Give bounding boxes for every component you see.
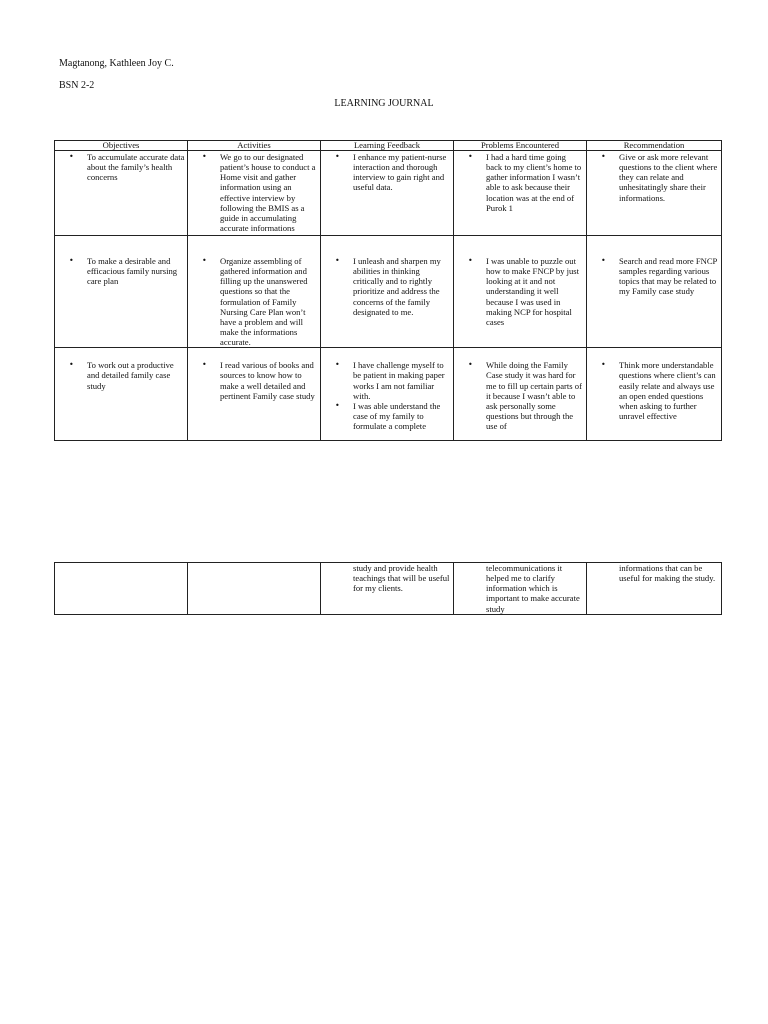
table-row	[55, 151, 722, 236]
list-item: • Search and read more FNCP samples regarding various topics that may be related to my Family case study	[619, 256, 721, 297]
objective-cell	[55, 151, 188, 236]
objective-cell	[55, 236, 188, 348]
table-header-row	[55, 141, 722, 151]
list-item: • I read various of books and sources to know how to make a well detailed and pertinent Family case study	[220, 360, 320, 401]
page-title: LEARNING JOURNAL	[334, 98, 434, 109]
recommendation-cell	[587, 151, 722, 236]
recommendation-cell	[587, 236, 722, 348]
activity-cell	[188, 348, 321, 441]
feedback-cell	[321, 563, 454, 615]
recommendation-cell	[587, 563, 722, 615]
objective-cell	[55, 348, 188, 441]
column-header-problems-encountered: Problems Encountered	[454, 141, 587, 151]
feedback-cell	[321, 348, 454, 441]
learning-journal-table-continued	[54, 562, 722, 615]
continued-text: telecommunications it helped me to clarify information which is important to make accurate study	[486, 563, 580, 614]
recommendation-cell	[587, 348, 722, 441]
feedback-cell	[321, 236, 454, 348]
problem-cell	[454, 348, 587, 441]
activity-cell	[188, 151, 321, 236]
list-item: • To accumulate accurate data about the family’s health concerns	[87, 152, 187, 182]
list-item: • To work out a productive and detailed family case study	[87, 360, 187, 390]
list-item: • I was able understand the case of my family to formulate a complete	[353, 401, 453, 431]
list-item: • We go to our designated patient’s house to conduct a Home visit and gather information using an effective interview by following the BMIS as a guide in accumulating accurate informations	[220, 152, 320, 233]
student-name: Magtanong, Kathleen Joy C.	[59, 58, 174, 69]
student-section: BSN 2-2	[59, 80, 95, 91]
activity-cell	[188, 563, 321, 615]
continued-text: study and provide health teachings that will be useful for my clients.	[353, 563, 450, 594]
list-item: • I unleash and sharpen my abilities in thinking critically and to rightly prioritize and address the concerns of the family designated to me.	[353, 256, 453, 317]
problem-cell	[454, 563, 587, 615]
problem-cell	[454, 151, 587, 236]
column-header-objectives: Objectives	[55, 141, 188, 151]
table-row	[55, 236, 722, 348]
list-item: • I have challenge myself to be patient in making paper works I am not familiar with.	[353, 360, 453, 401]
list-item: • I enhance my patient-nurse interaction and thorough interview to gain right and useful data.	[353, 152, 453, 193]
column-header-activities: Activities	[188, 141, 321, 151]
list-item: • I had a hard time going back to my client’s home to gather information I wasn’t able to ask because their location was at the end of Purok 1	[486, 152, 586, 213]
list-item: • Organize assembling of gathered information and filling up the unanswered questions so that the formulation of Family Nursing Care Plan won’t have a problem and will make the informations accurate.	[220, 256, 320, 347]
table-row	[55, 563, 722, 615]
activity-cell	[188, 236, 321, 348]
column-header-recommendation: Recommendation	[587, 141, 722, 151]
feedback-cell	[321, 151, 454, 236]
list-item: • I was unable to puzzle out how to make FNCP by just looking at it and not understanding it well because I was used in making NCP for hospital cases	[486, 256, 586, 327]
learning-journal-table	[54, 140, 722, 441]
table-row	[55, 348, 722, 441]
list-item: • Think more understandable questions where client’s can easily relate and always use an open ended questions when asking to further unravel effective	[619, 360, 721, 421]
list-item: • To make a desirable and efficacious family nursing care plan	[87, 256, 187, 286]
column-header-learning-feedback: Learning Feedback	[321, 141, 454, 151]
problem-cell	[454, 236, 587, 348]
list-item: • While doing the Family Case study it was hard for me to fill up certain parts of it because I wasn’t able to ask personally some questions but through the use of	[486, 360, 586, 431]
continued-text: informations that can be useful for making the study.	[619, 563, 716, 584]
list-item: • Give or ask more relevant questions to the client where they can relate and unhesitatingly share their informations.	[619, 152, 721, 203]
objective-cell	[55, 563, 188, 615]
